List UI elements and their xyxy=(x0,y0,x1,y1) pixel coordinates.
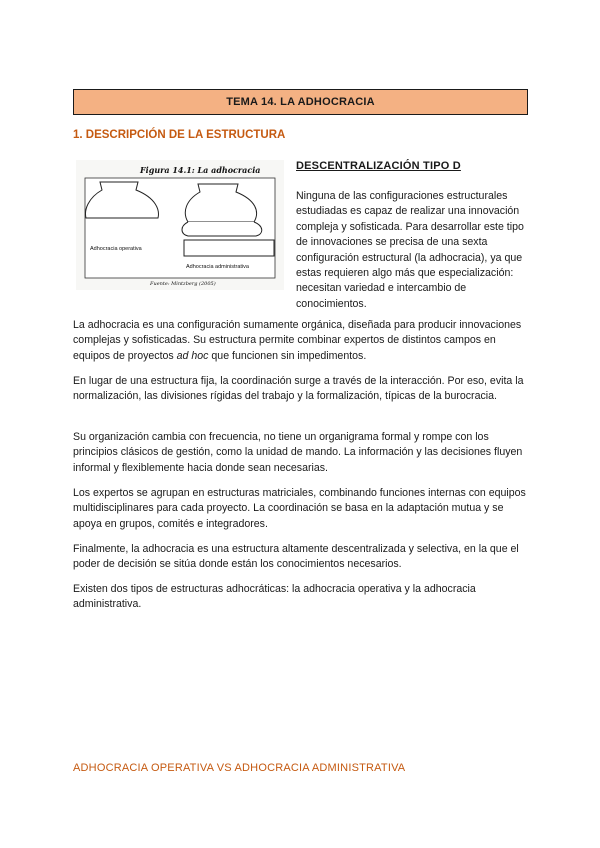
paragraph-1-italic: ad hoc xyxy=(176,349,209,362)
label-operativa: Adhocracia operativa xyxy=(90,246,142,252)
paragraph-3: Su organización cambia con frecuencia, no tiene un organigrama formal y rompe con los principios clásicos de gestión, como la unidad de mando. La información y las decisiones fluyen informal y flexiblemente hacia donde sean necesarias. xyxy=(73,431,523,474)
paragraph-4: Los expertos se agrupan en estructuras matriciales, combinando funciones internas con equipos multidisciplinares para cada proyecto. La coordinación se basa en la adaptación mutua y se apoya en grupos, comités e integradores. xyxy=(73,487,526,530)
side-paragraph: Ninguna de las configuraciones estructurales estudiadas es capaz de realizar una innovación compleja y sofisticada. Para desarrollar este tipo de innovaciones se precisa de una sexta configuración estructural (la adhocracia), ya que estas requieren algo más que especialización: necesitan variedad e intercambio de conocimientos. xyxy=(296,190,524,310)
label-administrativa: Adhocracia administrativa xyxy=(186,264,249,270)
bottom-heading: ADHOCRACIA OPERATIVA VS ADHOCRACIA ADMINISTRATIVA xyxy=(73,762,406,774)
figure-caption: Figura 14.1: La adhocracia xyxy=(140,165,261,175)
figure-source: Fuente: Mintzberg (2005) xyxy=(150,281,216,287)
adhocracy-diagram xyxy=(76,160,284,290)
paragraph-1-part-1: La adhocracia es una configuración sumamente orgánica, diseñada para producir innovaciones complejas y sofisticadas. Su estructura permite combinar expertos de distintos campos en equipos de proyectos xyxy=(73,319,522,362)
side-heading: DESCENTRALIZACIÓN TIPO D xyxy=(296,160,461,172)
paragraph-5: Finalmente, la adhocracia es una estructura altamente descentralizada y selectiva, en la que el poder de decisión se sitúa donde están los conocimientos necesarios. xyxy=(73,543,519,571)
paragraph-2: En lugar de una estructura fija, la coordinación surge a través de la interacción. Por eso, evita la normalización, las divisiones rígidas del trabajo y la formalización, típicas de la burocracia. xyxy=(73,375,524,403)
administrativa-middle-shape xyxy=(182,222,262,236)
administrativa-base-shape xyxy=(184,240,274,256)
paragraph-1 xyxy=(73,318,528,364)
section-heading: 1. DESCRIPCIÓN DE LA ESTRUCTURA xyxy=(73,129,286,141)
paragraph-6: Existen dos tipos de estructuras adhocráticas: la adhocracia operativa y la adhocracia administrativa. xyxy=(73,583,476,611)
document-title-text: TEMA 14. LA ADHOCRACIA xyxy=(226,96,375,108)
document-title xyxy=(73,89,528,115)
adhocracy-figure xyxy=(76,160,284,290)
paragraph-1-part-2: que funcionen sin impedimentos. xyxy=(208,349,367,362)
